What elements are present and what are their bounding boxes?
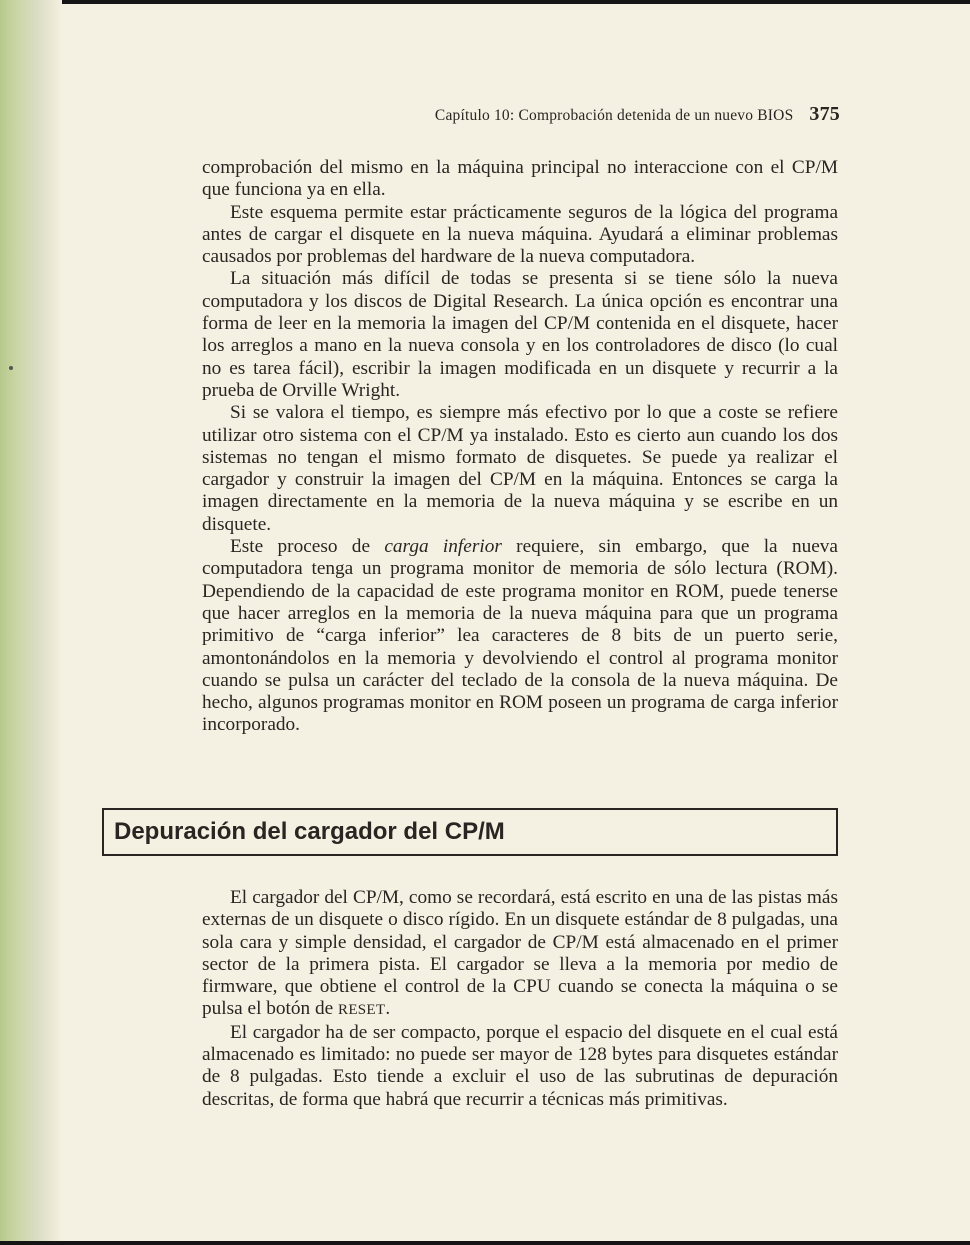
book-spine-shadow	[0, 0, 62, 1245]
scan-dust-mark	[9, 366, 13, 370]
italic-term: carga inferior	[384, 536, 502, 558]
paragraph-compacto: El cargador ha de ser compacto, porque el espacio del disquete en el cual está almacenado es limitado: no puede ser mayor de 128 bytes para disquetes estándar de 8 pulgadas. Esto tiende a excluir el uso de las subrutinas de depuración descritas, de forma que habrá que recurrir a técnicas más primitivas.	[202, 1021, 838, 1110]
reset-keyword: RESET	[338, 1002, 386, 1019]
running-header	[200, 103, 840, 126]
text-run: .	[385, 998, 391, 1020]
section-heading-box	[102, 808, 838, 856]
body-text-bottom	[202, 887, 838, 1111]
scan-bottom-edge	[0, 1241, 970, 1245]
paragraph-continuation: comprobación del mismo en la máquina principal no interaccione con el CP/M que funciona ya en ella.	[202, 157, 838, 201]
scan-top-edge	[0, 0, 970, 4]
text-run: requiere, sin embargo, que la nueva computadora tenga un programa monitor de memoria de sólo lectura (ROM). Dependiendo de la capacidad de este programa monitor en ROM, puede tenerse que hacer arreglos en la memoria de la nueva máquina para que un programa primitivo de “carga inferior” lea caracteres de 8 bits de un puerto serie, amontonándolos en la memoria y devolviendo el control al programa monitor cuando se pulsa un carácter del teclado de la consola de la nueva máquina. De hecho, algunos programas monitor en ROM poseen un programa de carga inferior incorporado.	[202, 536, 838, 736]
section-title: Depuración del cargador del CP/M	[114, 818, 505, 845]
text-run: El cargador del CP/M, como se recordará, está escrito en una de las pistas más externas de un disquete o disco rígido. En un disquete estándar de 8 pulgadas, una sola cara y simple densidad, el cargador de CP/M está almacenado en el primer sector de la primera pista. El cargador se lleva a la memoria por medio de firmware, que obtiene el control de la CPU cuando se conecta la máquina o se pulsa el botón de	[202, 887, 838, 1020]
text-run: Este proceso de	[230, 536, 385, 558]
paragraph-cargador	[202, 887, 838, 1022]
running-title: Capítulo 10: Comprobación detenida de un nuevo BIOS	[434, 107, 794, 124]
paragraph-situacion: La situación más difícil de todas se presenta si se tiene sólo la nueva computadora y los discos de Digital Research. La única opción es encontrar una forma de leer en la memoria la imagen del CP/M contenida en el disquete, hacer los arreglos a mano en la nueva consola y en los controladores de disco (lo cual no es tarea fácil), escribir la imagen modificada en un disquete y recurrir a la prueba de Orville Wright.	[202, 268, 838, 401]
body-text-top	[202, 157, 838, 737]
paragraph-carga-inferior	[202, 536, 838, 737]
paragraph-esquema: Este esquema permite estar prácticamente seguros de la lógica del programa antes de cargar el disquete en la nueva máquina. Ayudará a eliminar problemas causados por problemas del hardware de la nueva computadora.	[202, 201, 838, 268]
paragraph-valora: Si se valora el tiempo, es siempre más efectivo por lo que a coste se refiere utilizar otro sistema con el CP/M ya instalado. Esto es cierto aun cuando los dos sistemas no tengan el mismo formato de disquetes. Se puede ya realizar el cargador y construir la imagen del CP/M en la máquina. Entonces se carga la imagen directamente en la memoria de la nueva máquina y se escribe en un disquete.	[202, 402, 838, 535]
page-number: 375	[809, 103, 840, 125]
